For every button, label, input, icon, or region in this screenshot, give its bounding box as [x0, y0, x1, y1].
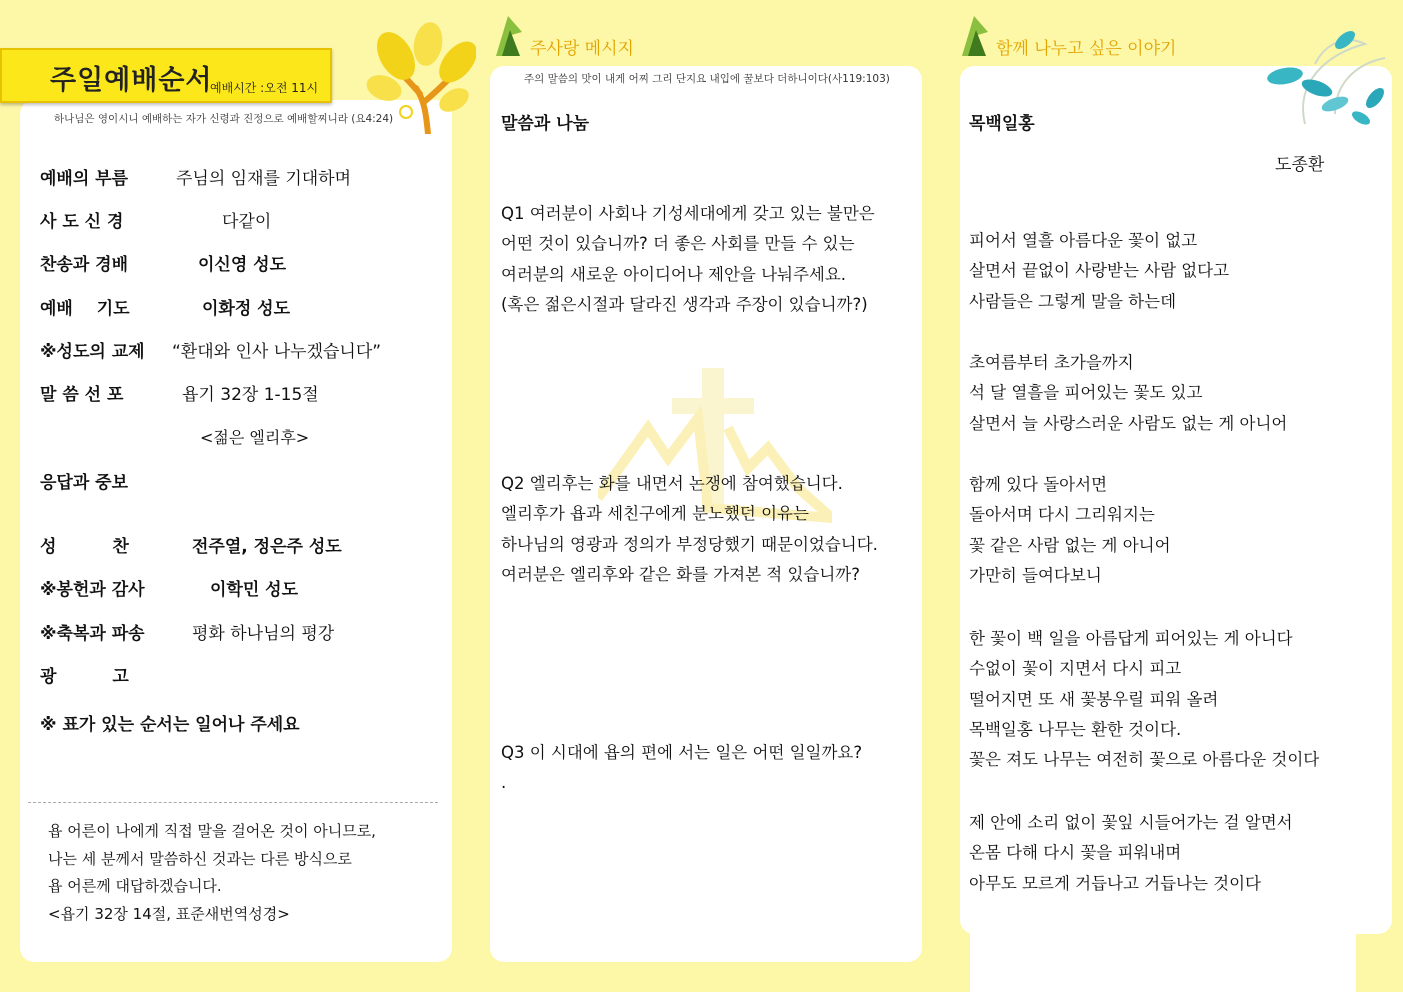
sermon-title: <젊은 엘리후> — [200, 428, 310, 447]
story-header: 함께 나누고 싶은 이야기 — [996, 39, 1177, 59]
poem-stanza: 피어서 열흘 아름다운 꽃이 없고 살면서 끝없이 사랑받는 사람 없다고 사람들은 그렇게 말을 하는데 — [969, 231, 1230, 311]
header-verse: 하나님은 영이시니 예배하는 자가 신령과 진정으로 예배할찌니라 (요4:24) — [54, 113, 394, 125]
leaf-icon — [958, 12, 994, 58]
story-panel-footer — [970, 920, 1356, 992]
message-header: 주사랑 메시지 — [530, 39, 634, 59]
poem-stanza: 초여름부터 초가을까지 석 달 열흘을 피어있는 꽃도 있고 살면서 늘 사랑스러운 사람도 없는 게 아니어 — [969, 353, 1288, 433]
section-heading: 말씀과 나눔 — [501, 114, 590, 134]
poem-stanza: 함께 있다 돌아서면 돌아서며 다시 그리워지는 꽃 같은 사람 없는 게 아니어 가만히 들여다보니 — [969, 475, 1171, 585]
tree-icon — [366, 22, 476, 134]
question-3: Q3 이 시대에 욥의 편에 서는 일은 어떤 일일까요? . — [501, 743, 863, 793]
poem-stanza: 제 안에 소리 없이 꽃잎 시들어가는 걸 알면서 온몸 다해 다시 꽃을 피워내며 아무도 모르게 거듭나고 거듭나는 것이다 — [969, 813, 1293, 893]
poem-stanza: 한 꽃이 백 일을 아름답게 피어있는 게 아니다 수없이 꽃이 지면서 다시 피고 떨어지면 또 새 꽃봉우릴 피워 올려 목백일홍 나무는 환한 것이다. 꽃은 져도 나무는 여전히 꽃으로 아름다운 것이다 — [969, 629, 1320, 770]
leaf-icon — [492, 12, 528, 58]
floral-ornament-icon — [1265, 14, 1395, 130]
worship-time: 예배시간 :오전 11시 — [210, 81, 319, 95]
scripture-quote: 욥 어른이 나에게 직접 말을 걸어온 것이 아니므로, 나는 세 분께서 말씀하신 것과는 다른 방식으로 욥 어른께 대답하겠습니다. <욥기 32장 14절, 표준새번역성경> — [48, 822, 376, 923]
standing-note: ※ 표가 있는 순서는 일어나 주세요 — [40, 715, 300, 735]
question-1: Q1 여러분이 사회나 기성세대에게 갖고 있는 불만은 어떤 것이 있습니까? 더 좋은 사회를 만들 수 있는 여러분의 새로운 아이디어나 제안을 나눠주세요. (혹은 젊은시절과 달라진 생각과 주장이 있습니까?) — [501, 204, 875, 314]
poem-author: 도종환 — [1275, 155, 1325, 175]
title-bar — [0, 48, 332, 103]
page-title: 주일예배순서 — [50, 65, 213, 96]
divider — [28, 802, 438, 803]
poem-title: 목백일홍 — [969, 114, 1035, 134]
message-subverse: 주의 말씀의 맛이 내게 어찌 그리 단지요 내입에 꿀보다 더하니이다(사119:103) — [524, 73, 890, 85]
question-2: Q2 엘리후는 화를 내면서 논쟁에 참여했습니다. 엘리후가 욥과 세친구에게 분노했던 이유는 하나님의 영광과 정의가 부정당했기 때문이었습니다. 여러분은 엘리후와 같은 화를 가져본 적 있습니까? — [501, 474, 878, 584]
